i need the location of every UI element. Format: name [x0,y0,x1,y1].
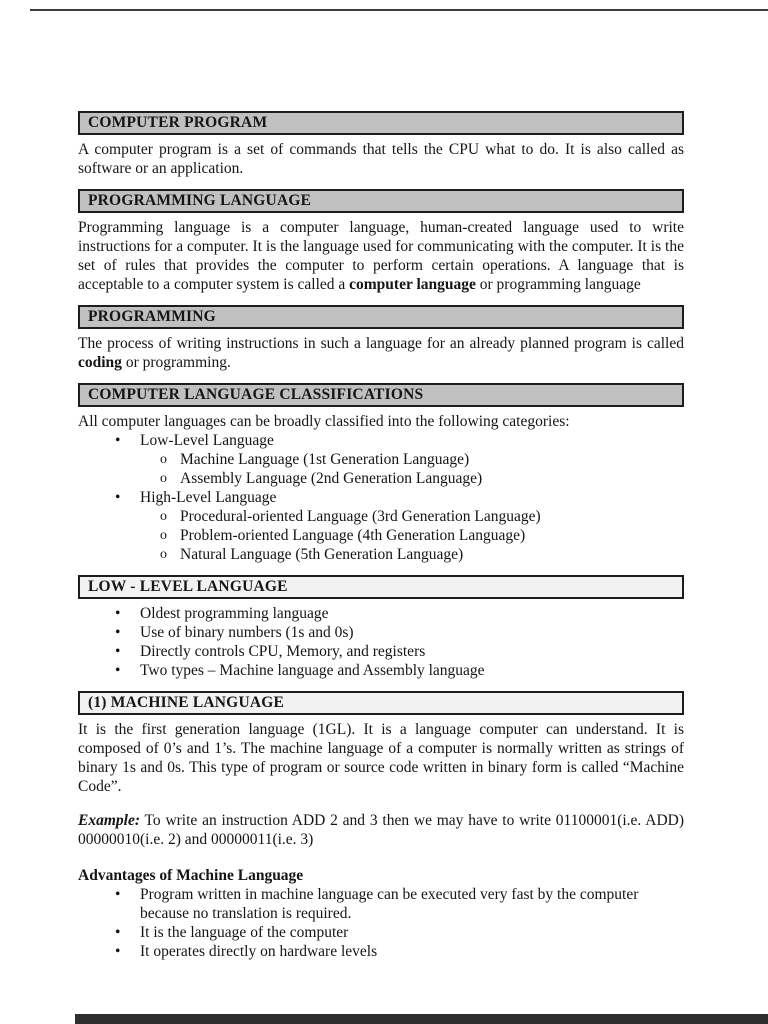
paragraph-text: The process of writing instructions in such a language for an already planned program is called [78,335,684,352]
list-item [78,661,684,680]
section-machine-language [78,691,684,961]
section-header-programming [78,305,684,329]
section-programming [78,305,684,372]
section-header-label: COMPUTER PROGRAM [88,114,268,131]
paragraph: A computer program is a set of commands that tells the CPU what to do. It is also called as software or an application. [78,141,684,177]
section-header-label: PROGRAMMING [88,308,216,325]
page-top-rule [30,9,768,11]
section-header-label: LOW - LEVEL LANGUAGE [88,578,288,595]
list-item-label: Use of binary numbers (1s and 0s) [140,624,354,641]
list-item [78,923,684,942]
bullet-icon: • [115,643,121,660]
circle-bullet-icon: o [160,547,167,562]
section-header-label: PROGRAMMING LANGUAGE [88,192,312,209]
bullet-icon: • [115,489,121,506]
list-item-label: It is the language of the computer [140,924,349,941]
list-item [78,885,684,923]
paragraph [78,218,684,294]
section-header-programming-language [78,189,684,213]
list-item-label: Program written in machine language can be executed very fast by the computer because no translation is required. [140,886,639,922]
list-item [78,450,684,469]
paragraph-bold-text: coding [78,354,122,371]
paragraph-bold-text: computer language [349,276,476,293]
section-header-label: (1) MACHINE LANGUAGE [88,694,285,711]
paragraph-text: Programming language is a computer language, human-created language used to write instructions for a computer. It is the language used for communicating with the computer. It is the set of rules that provides the computer to perform certain operations. A language that is acceptable to a computer system is called a [78,219,684,293]
list-item-label: Two types – Machine language and Assembly language [140,662,485,679]
section-header-computer-program [78,111,684,135]
bullet-icon: • [115,924,121,941]
circle-bullet-icon: o [160,528,167,543]
circle-bullet-icon: o [160,452,167,467]
list-item [78,488,684,507]
list-item-label: Assembly Language (2nd Generation Language) [180,470,483,487]
list-item [78,526,684,545]
bullet-icon: • [115,886,121,903]
bullet-icon: • [115,432,121,449]
list-item [78,604,684,623]
list-item-label: Directly controls CPU, Memory, and registers [140,643,426,660]
bullet-icon: • [115,605,121,622]
list-item-label: It operates directly on hardware levels [140,943,378,960]
page-bottom-bar [75,1014,768,1024]
paragraph-text: or programming language [475,276,641,293]
section-programming-language [78,189,684,294]
section-header-machine-language [78,691,684,715]
paragraph: All computer languages can be broadly classified into the following categories: [78,413,570,430]
advantages-heading: Advantages of Machine Language [78,867,304,884]
list-item-label: Machine Language (1st Generation Language) [180,451,470,468]
list-item [78,469,684,488]
paragraph: It is the first generation language (1GL). It is a language computer can understand. It is composed of 0’s and 1’s. The machine language of a computer is normally written as strings of binary 1s and 0s. This type of program or source code written in binary form is called “Machine Code”. [78,721,684,795]
circle-bullet-icon: o [160,471,167,486]
list-item [78,545,684,564]
section-computer-program [78,111,684,178]
bullet-icon: • [115,662,121,679]
section-header-classifications [78,383,684,407]
list-item-label: Low-Level Language [140,432,274,449]
list-item-label: Natural Language (5th Generation Language) [180,546,464,563]
example-paragraph [78,811,684,849]
list-item-label: Problem-oriented Language (4th Generation Language) [180,527,526,544]
list-item-label: Procedural-oriented Language (3rd Generation Language) [180,508,541,525]
section-classifications [78,383,684,564]
bullet-icon: • [115,624,121,641]
example-label: Example: [78,812,140,829]
circle-bullet-icon: o [160,509,167,524]
bullet-icon: • [115,943,121,960]
paragraph-text: or programming. [121,354,231,371]
list-item [78,942,684,961]
example-text: To write an instruction ADD 2 and 3 then we may have to write 01100001(i.e. ADD) 00000010(i.e. 2) and 00000011(i.e. 3) [78,812,684,848]
list-item [78,431,684,450]
list-item-label: High-Level Language [140,489,277,506]
document-page [78,111,684,972]
section-low-level-language [78,575,684,680]
section-header-label: COMPUTER LANGUAGE CLASSIFICATIONS [88,386,424,403]
section-header-low-level-language [78,575,684,599]
list-item-label: Oldest programming language [140,605,329,622]
list-item [78,507,684,526]
paragraph [78,334,684,372]
list-item [78,642,684,661]
list-item [78,623,684,642]
